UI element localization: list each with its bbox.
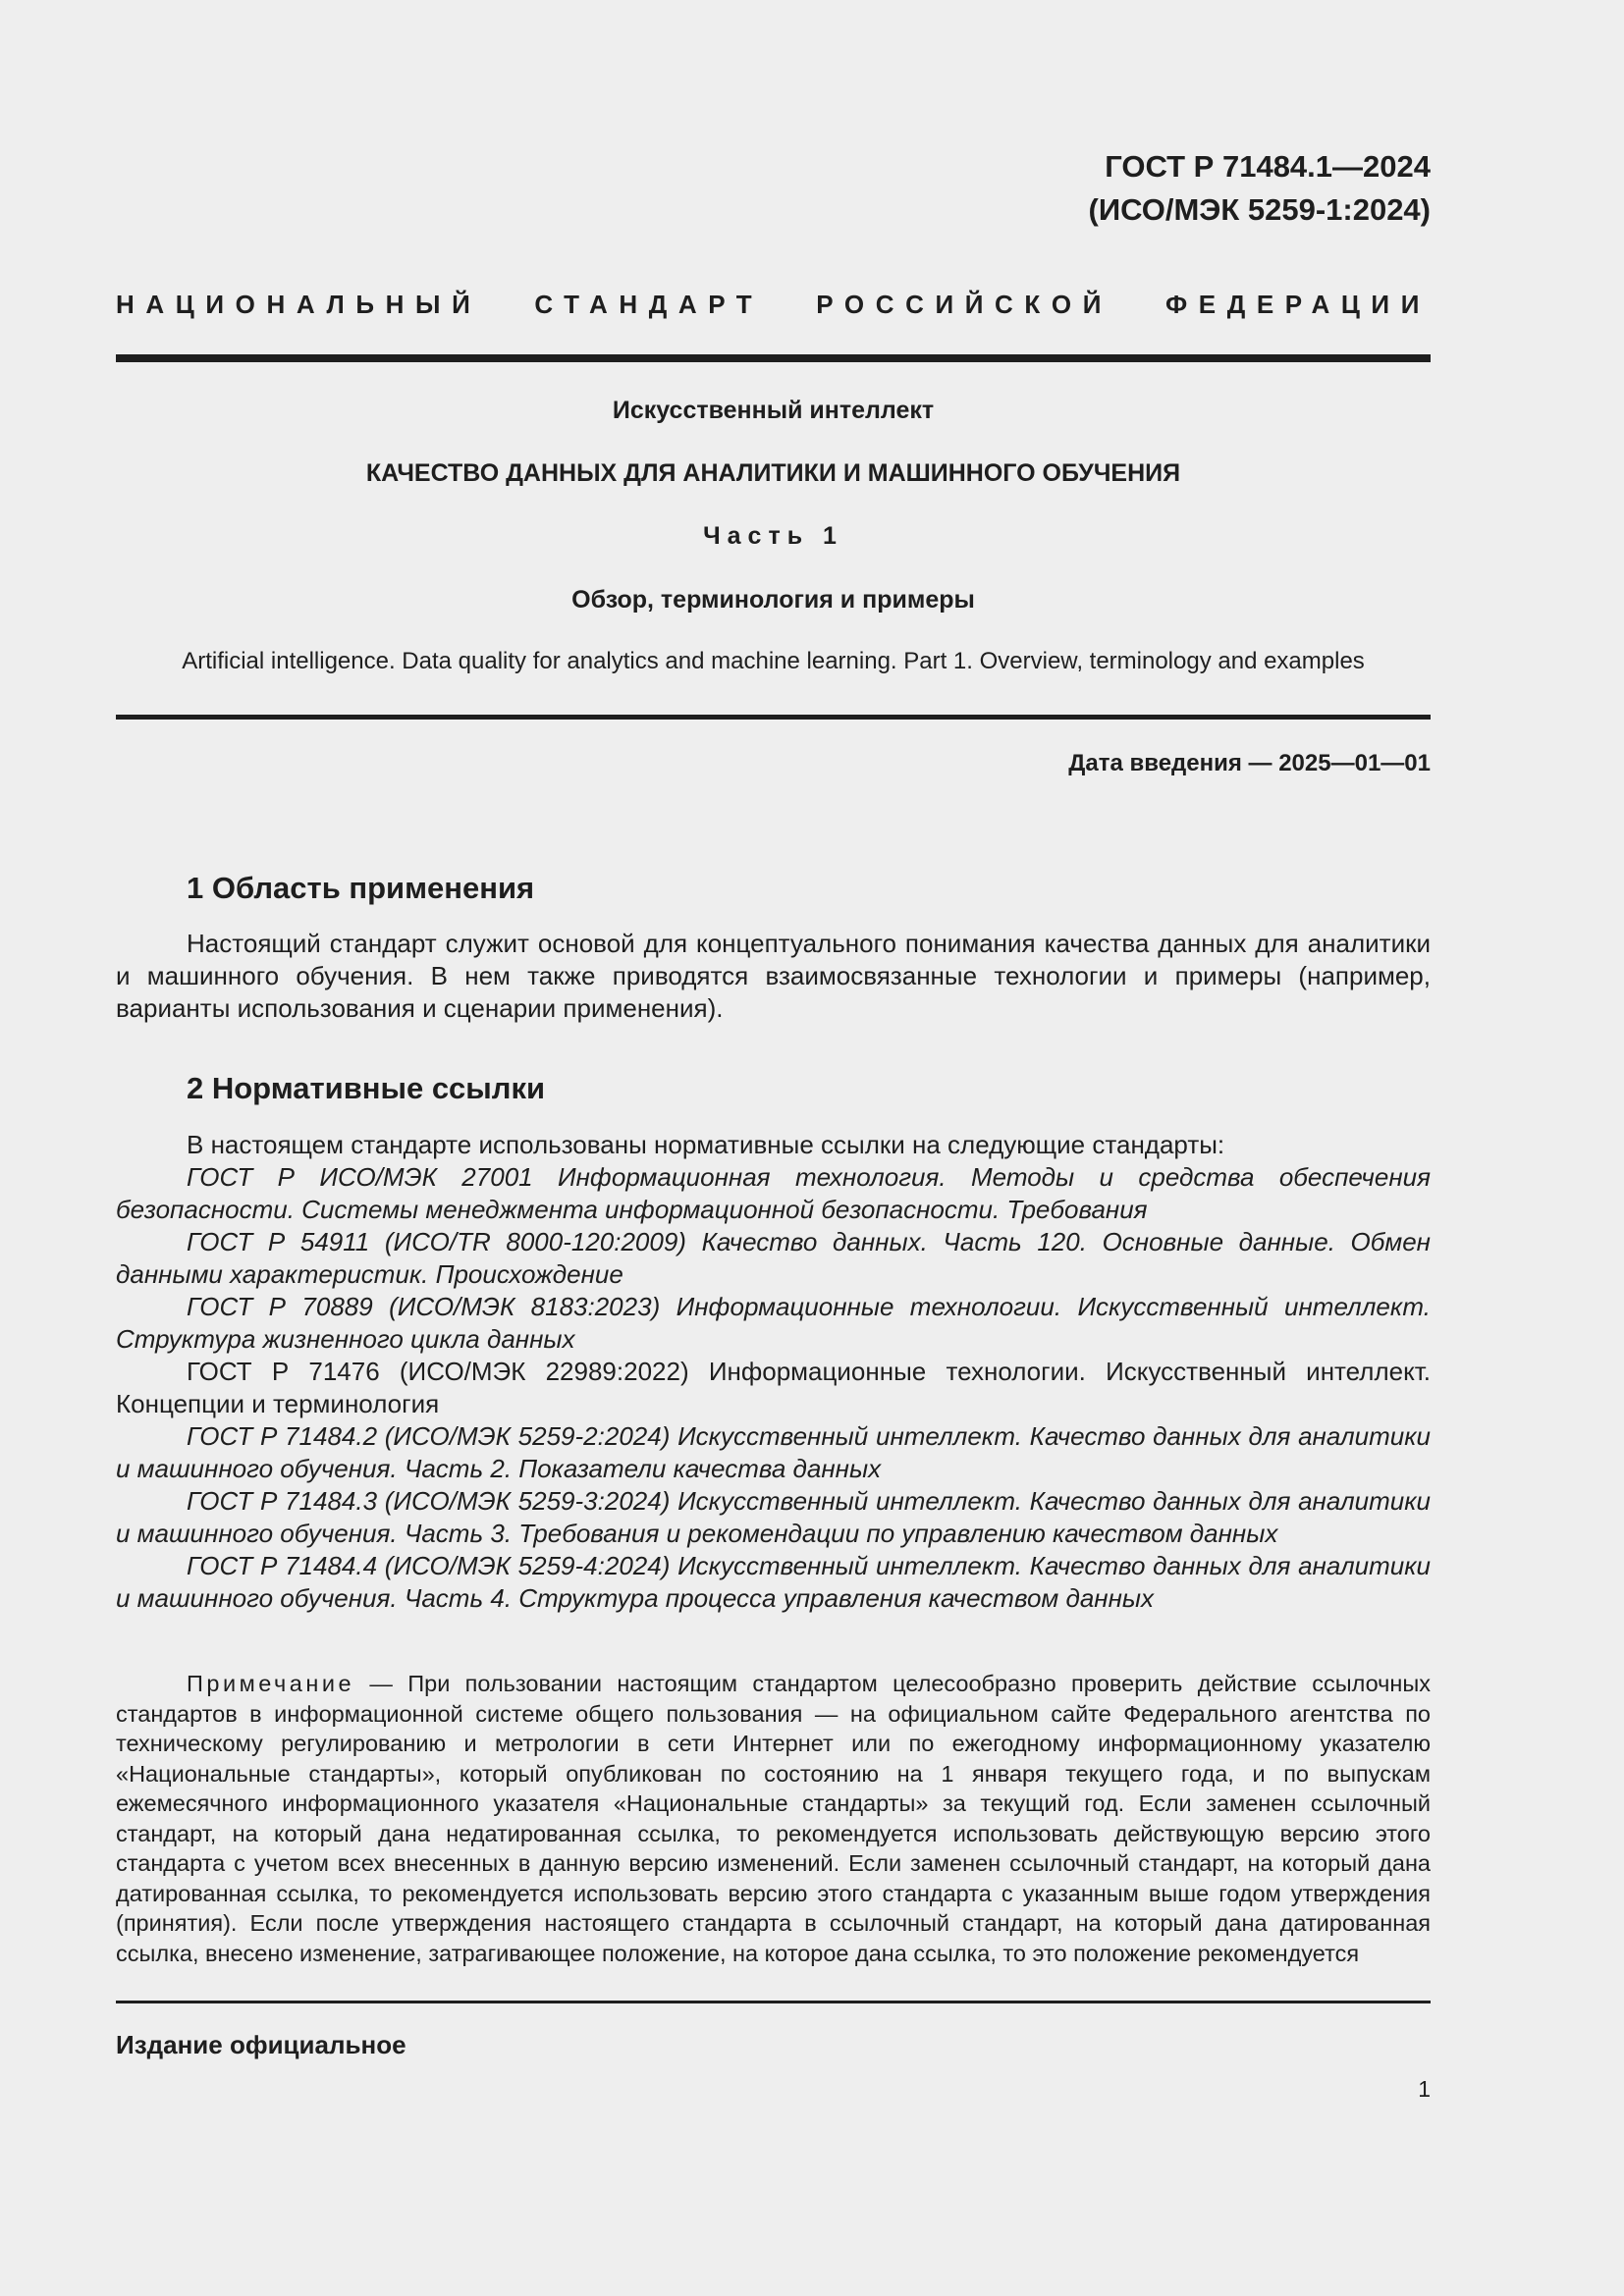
page-number: 1 [1418, 2076, 1431, 2102]
official-edition-label: Издание официальное [116, 2030, 406, 2059]
title-bottom-rule [116, 715, 1431, 720]
reference-item: ГОСТ Р 54911 (ИСО/TR 8000-120:2009) Качество данных. Часть 120. Основные данные. Обмен данными характеристик. Происхождение [116, 1227, 1431, 1289]
reference-item: ГОСТ Р 71476 (ИСО/МЭК 22989:2022) Информационные технологии. Искусственный интеллект. Концепции и терминология [116, 1357, 1431, 1418]
reference-item: ГОСТ Р 71484.4 (ИСО/МЭК 5259-4:2024) Искусственный интеллект. Качество данных для аналитики и машинного обучения. Часть 4. Структура процесса управления качеством данных [116, 1551, 1431, 1613]
document-page [116, 0, 1431, 2296]
title-topic: Искусственный интеллект [612, 397, 935, 424]
footer-rule [116, 2001, 1431, 2003]
designation-iso: (ИСО/МЭК 5259-1:2024) [1088, 192, 1431, 227]
title-english: Artificial intelligence. Data quality for analytics and machine learning. Part 1. Overview, terminology and examples [182, 648, 1365, 674]
section-2-heading: 2 Нормативные ссылки [187, 1071, 546, 1105]
section-1-text: Настоящий стандарт служит основой для концептуального понимания качества данных для аналитики и машинного обучения. В нем также приводятся взаимосвязанные технологии и примеры (например, варианты использования и сценарии применения). [116, 929, 1431, 1023]
date-introduced: Дата введения — 2025—01—01 [1068, 750, 1431, 776]
reference-item: ГОСТ Р 71484.2 (ИСО/МЭК 5259-2:2024) Искусственный интеллект. Качество данных для аналитики и машинного обучения. Часть 2. Показатели качества данных [116, 1421, 1431, 1483]
reference-item: ГОСТ Р ИСО/МЭК 27001 Информационная технология. Методы и средства обеспечения безопасности. Системы менеджмента информационной безопасности. Требования [116, 1162, 1431, 1224]
reference-item: ГОСТ Р 71484.3 (ИСО/МЭК 5259-3:2024) Искусственный интеллект. Качество данных для аналитики и машинного обучения. Часть 3. Требования и рекомендации по управлению качеством данных [116, 1486, 1431, 1548]
national-standard-banner: НАЦИОНАЛЬНЫЙ СТАНДАРТ РОССИЙСКОЙ ФЕДЕРАЦИИ [116, 290, 1431, 319]
designation-gost: ГОСТ Р 71484.1—2024 [1105, 149, 1431, 184]
top-rule [116, 354, 1431, 362]
standard-designation [1089, 145, 1432, 232]
section-1-heading: 1 Область применения [187, 871, 535, 905]
title-part: Часть 1 [703, 522, 843, 550]
reference-item: ГОСТ Р 70889 (ИСО/МЭК 8183:2023) Информационные технологии. Искусственный интеллект. Структура жизненного цикла данных [116, 1292, 1431, 1354]
title-main: КАЧЕСТВО ДАННЫХ ДЛЯ АНАЛИТИКИ И МАШИННОГО ОБУЧЕНИЯ [365, 459, 1181, 487]
references-intro: В настоящем стандарте использованы нормативные ссылки на следующие стандарты: [187, 1130, 1225, 1159]
title-subtitle: Обзор, терминология и примеры [571, 586, 975, 614]
references-note [116, 1669, 1431, 1968]
references-list [116, 1129, 1431, 1615]
section-1-body [116, 928, 1431, 1025]
note-label: Примечание [187, 1671, 355, 1696]
note-text: — При пользовании настоящим стандартом целесообразно проверить действие ссылочных стандартов в информационной системе общего пользования — на официальном сайте Федерального агентства по техническому регулированию и метрологии в сети Интернет или по ежегодному информационному указателю «Национальные стандарты», который опубликован по состоянию на 1 января текущего года, и по выпускам ежемесячного информационного указателя «Национальные стандарты» за текущий год. Если заменен ссылочный стандарт, на который дана недатированная ссылка, то рекомендуется использовать действующую версию этого стандарта с учетом всех внесенных в данную версию изменений. Если заменен ссылочный стандарт, на который дана датированная ссылка, то рекомендуется использовать версию этого стандарта с указанным выше годом утверждения (принятия). Если после утверждения настоящего стандарта в ссылочный стандарт, на который дана датированная ссылка, внесено изменение, затрагивающее положение, на которое дана ссылка, то это положение рекомендуется [116, 1671, 1431, 1966]
